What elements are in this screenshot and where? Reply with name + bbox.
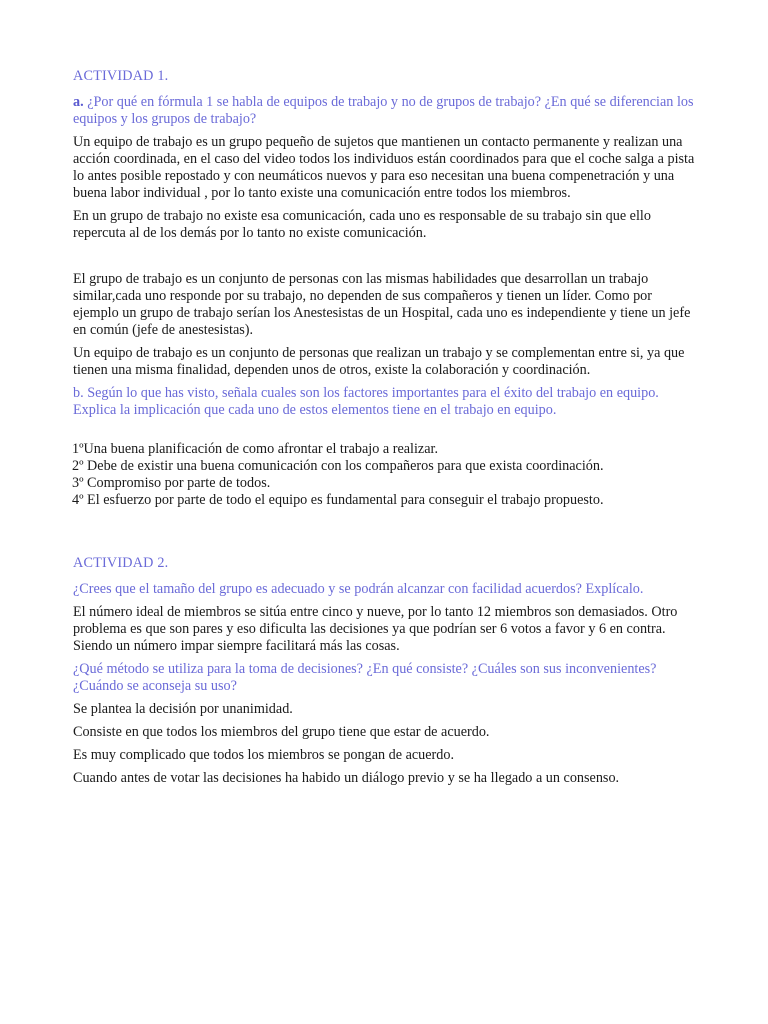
actividad2-heading: ACTIVIDAD 2. [73, 555, 169, 571]
list-item: 4º El esfuerzo por parte de todo el equipo es fundamental para conseguir el trabajo propuesto. [72, 492, 604, 508]
document-content [73, 68, 695, 793]
list-item: 2º Debe de existir una buena comunicación con los compañeros para que exista coordinación. [72, 458, 604, 474]
spacer [73, 248, 695, 271]
list-item: 1ºUna buena planificación de como afrontar el trabajo a realizar. [72, 441, 438, 457]
actividad2-question-2: ¿Qué método se utiliza para la toma de decisiones? ¿En qué consiste? ¿Cuáles son sus inconvenientes? ¿Cuándo se aconseja su uso? [73, 661, 657, 694]
question-a-text: ¿Por qué en fórmula 1 se habla de equipos de trabajo y no de grupos de trabajo? ¿En qué se diferencian los equipos y los grupos de trabajo? [73, 94, 694, 127]
answer-a-paragraph-4: Un equipo de trabajo es un conjunto de personas que realizan un trabajo y se complementan entre si, ya que tienen una misma finalidad, dependen unos de otros, existe la colaboración y coordinación. [73, 345, 685, 378]
spacer [73, 509, 695, 555]
answer-a-paragraph-1: Un equipo de trabajo es un grupo pequeño de sujetos que mantienen un contacto permanente y realizan una acción coordinada, en el caso del video todos los individuos están coordinados para que el coche salga a pista lo antes posible repostado y con neumáticos nuevos y para eso necesitan una buena compenetración y una buena labor individual , por lo tanto existe una comunicación entre todos los miembros. [73, 134, 695, 201]
question-a-label: a. [73, 94, 84, 110]
actividad1-question-b: b. Según lo que has visto, señala cuales son los factores importantes para el éxito del trabajo en equipo. Explica la implicación que cada uno de estos elementos tiene en el trabajo en equipo. [73, 385, 659, 418]
actividad1-heading: ACTIVIDAD 1. [73, 68, 169, 84]
actividad2-answer-2-line-1: Se plantea la decisión por unanimidad. [73, 701, 293, 717]
actividad1-question-a [73, 94, 695, 128]
actividad2-answer-2-line-4: Cuando antes de votar las decisiones ha habido un diálogo previo y se ha llegado a un consenso. [73, 770, 620, 786]
list-item: 3º Compromiso por parte de todos. [72, 475, 271, 491]
answer-b-list [72, 441, 695, 509]
actividad2-question-1: ¿Crees que el tamaño del grupo es adecuado y se podrán alcanzar con facilidad acuerdos? Explícalo. [73, 581, 644, 597]
spacer [73, 425, 695, 441]
actividad2-answer-2-line-2: Consiste en que todos los miembros del grupo tiene que estar de acuerdo. [73, 724, 490, 740]
answer-a-paragraph-3: El grupo de trabajo es un conjunto de personas con las mismas habilidades que desarrollan un trabajo similar,cada uno responde por su trabajo, no dependen de sus compañeros y tienen un líder. Como por ejemplo un grupo de trabajo serían los Anestesistas de un Hospital, cada uno es independiente y tiene un jefe en común (jefe de anestesistas). [73, 271, 691, 338]
actividad2-answer-1: El número ideal de miembros se sitúa entre cinco y nueve, por lo tanto 12 miembros son demasiados. Otro problema es que son pares y eso dificulta las decisiones ya que podrían ser 6 votos a favor y 6 en contra. Siendo un número impar siempre facilitará más las cosas. [73, 604, 678, 654]
answer-a-paragraph-2: En un grupo de trabajo no existe esa comunicación, cada uno es responsable de su trabajo sin que ello repercuta al de los demás por lo tanto no existe comunicación. [73, 208, 651, 241]
actividad2-answer-2-line-3: Es muy complicado que todos los miembros se pongan de acuerdo. [73, 747, 455, 763]
